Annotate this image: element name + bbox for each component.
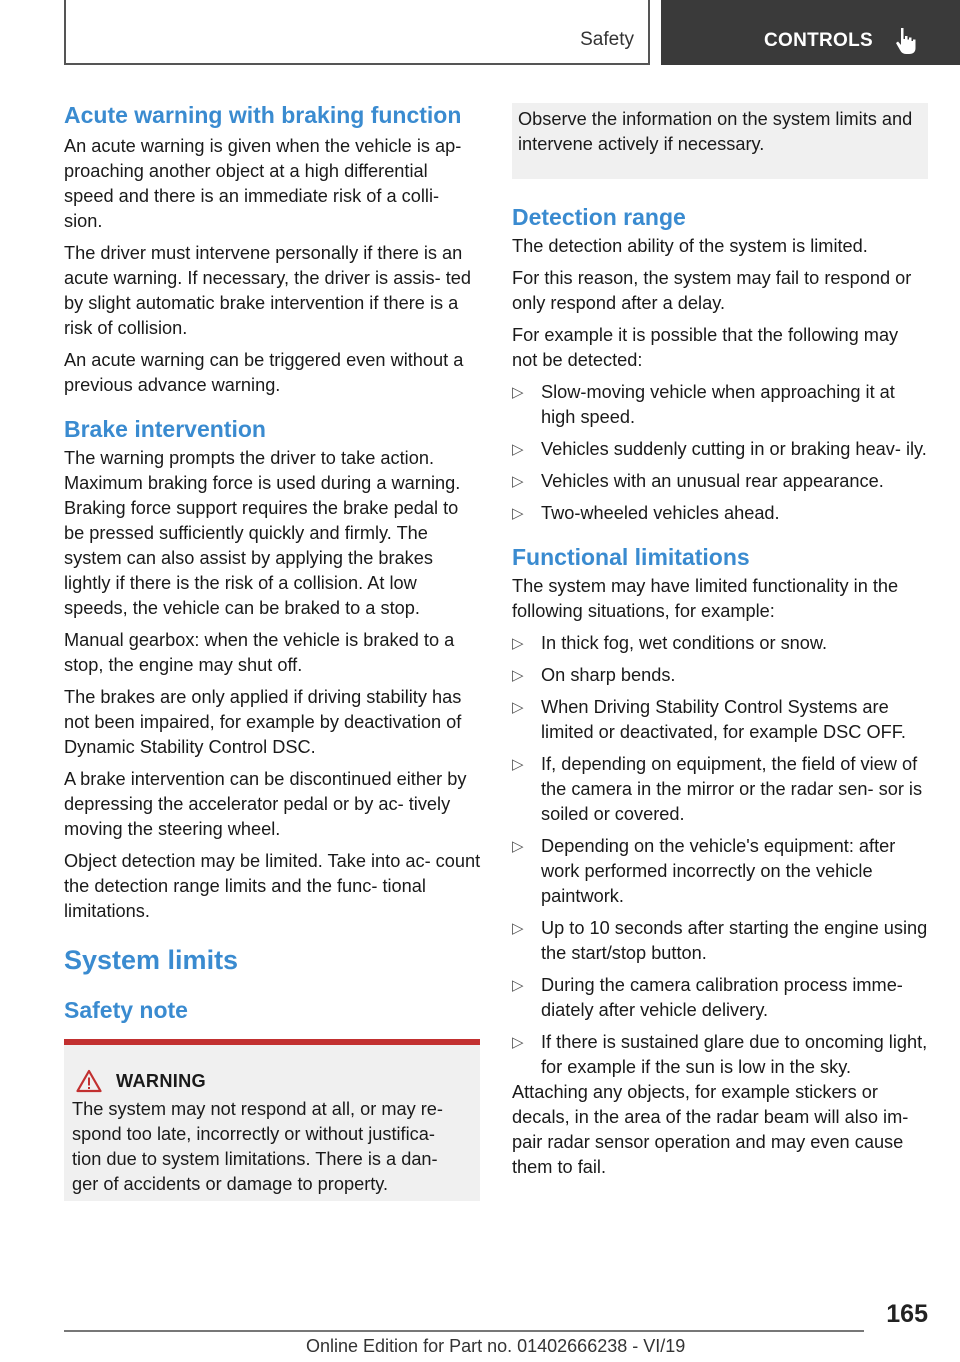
bullet-triangle-icon: ▷ bbox=[512, 756, 524, 773]
page-number: 165 bbox=[886, 1300, 928, 1328]
warning-header bbox=[72, 1069, 466, 1093]
list-item: ▷ Slow-moving vehicle when approaching it at high speed. bbox=[512, 382, 895, 427]
list-item: ▷ Up to 10 seconds after starting the engine using the start/stop button. bbox=[512, 918, 928, 963]
detection-paragraph-1: The detection ability of the system is limited. bbox=[512, 236, 868, 256]
brake-paragraph-2: Manual gearbox: when the vehicle is braked to a stop, the engine may shut off. bbox=[64, 630, 455, 675]
list-item: ▷ Vehicles suddenly cutting in or braking heav‐ ily. bbox=[512, 437, 928, 462]
bullet-triangle-icon: ▷ bbox=[512, 667, 524, 684]
left-column bbox=[64, 100, 482, 1201]
heading-acute-warning: Acute warning with braking function bbox=[64, 102, 462, 128]
note-text: Observe the information on the system limits and intervene actively if necessary. bbox=[518, 109, 913, 154]
list-item: ▷ Depending on the vehicle's equipment: after work performed incorrectly on the vehicle paintwork. bbox=[512, 836, 896, 906]
bullet-triangle-icon: ▷ bbox=[512, 699, 524, 716]
bullet-triangle-icon: ▷ bbox=[512, 977, 524, 994]
heading-system-limits: System limits bbox=[64, 945, 239, 975]
bullet-triangle-icon: ▷ bbox=[512, 473, 524, 490]
bullet-triangle-icon: ▷ bbox=[512, 441, 524, 458]
bullet-triangle-icon: ▷ bbox=[512, 384, 524, 401]
heading-detection-range: Detection range bbox=[512, 204, 686, 230]
hand-pointer-icon bbox=[893, 26, 921, 56]
heading-safety-note: Safety note bbox=[64, 997, 188, 1023]
list-item: ▷ In thick fog, wet conditions or snow. bbox=[512, 631, 928, 656]
brake-paragraph-5: Object detection may be limited. Take into ac‐ count the detection range limits and the func‐ tional limitations. bbox=[64, 851, 481, 921]
list-item: ▷ On sharp bends. bbox=[512, 663, 928, 688]
bullet-triangle-icon: ▷ bbox=[512, 1034, 524, 1051]
detection-paragraph-3: For example it is possible that the following may not be detected: bbox=[512, 325, 899, 370]
header-chapter-label: CONTROLS bbox=[764, 30, 874, 51]
acute-paragraph-1: An acute warning is given when the vehicle is ap‐ proaching another object at a high differential speed and there is an immediate risk of a colli‐ sion. bbox=[64, 136, 462, 231]
functional-list bbox=[512, 631, 928, 1080]
bullet-triangle-icon: ▷ bbox=[512, 920, 524, 937]
footer-divider bbox=[64, 1330, 864, 1332]
functional-paragraph-2: Attaching any objects, for example stickers or decals, in the area of the radar beam will also im‐ pair radar sensor operation and may even cause them to fail. bbox=[512, 1082, 909, 1177]
heading-brake-intervention: Brake intervention bbox=[64, 416, 266, 442]
functional-paragraph-1: The system may have limited functionality in the following situations, for example: bbox=[512, 576, 899, 621]
header-frame-bottom bbox=[64, 63, 650, 65]
bullet-triangle-icon: ▷ bbox=[512, 505, 524, 522]
acute-paragraph-3: An acute warning can be triggered even without a previous advance warning. bbox=[64, 350, 464, 395]
right-column bbox=[512, 103, 928, 1187]
list-item: ▷ Two-wheeled vehicles ahead. bbox=[512, 501, 928, 526]
warning-title: WARNING bbox=[116, 1070, 206, 1091]
bullet-triangle-icon: ▷ bbox=[512, 838, 524, 855]
heading-functional-limitations: Functional limitations bbox=[512, 544, 750, 570]
detection-list bbox=[512, 380, 928, 526]
header-frame-right bbox=[648, 0, 650, 65]
warning-triangle-icon bbox=[76, 1069, 102, 1093]
header-section-label: Safety bbox=[580, 29, 634, 50]
header-chapter-tab bbox=[661, 0, 960, 65]
brake-paragraph-1: The warning prompts the driver to take action. Maximum braking force is used during a warning. Braking force support requires the brake pedal to be pressed sufficiently quickly and firmly. The system can also assist by applying the brakes lightly if there is the risk of a collision. At low speeds, the vehicle can be braked to a stop. bbox=[64, 448, 461, 618]
footer-edition: Online Edition for Part no. 01402666238 - VI/19 bbox=[306, 1336, 686, 1356]
list-item: ▷ When Driving Stability Control Systems are limited or deactivated, for example DSC OFF. bbox=[512, 697, 906, 742]
detection-paragraph-2: For this reason, the system may fail to respond or only respond after a delay. bbox=[512, 268, 912, 313]
list-item: ▷ Vehicles with an unusual rear appearance. bbox=[512, 469, 928, 494]
brake-paragraph-3: The brakes are only applied if driving stability has not been impaired, for example by deactivation of Dynamic Stability Control DSC. bbox=[64, 687, 462, 757]
list-item: ▷ If, depending on equipment, the field of view of the camera in the mirror or the radar sen‐ sor is soiled or covered. bbox=[512, 754, 923, 824]
warning-box bbox=[64, 1039, 480, 1201]
list-item: ▷ If there is sustained glare due to oncoming light, for example if the sun is low in the sky. bbox=[512, 1032, 928, 1077]
warning-text: The system may not respond at all, or may re‐ spond too late, incorrectly or without justifica‐ tion due to system limitations. There is a dan‐ ger of accidents or damage to property. bbox=[72, 1099, 443, 1194]
brake-paragraph-4: A brake intervention can be discontinued either by depressing the accelerator pedal or by ac‐ tively moving the steering wheel. bbox=[64, 769, 467, 839]
bullet-triangle-icon: ▷ bbox=[512, 635, 524, 652]
acute-paragraph-2: The driver must intervene personally if there is an acute warning. If necessary, the driver is assis‐ ted by slight automatic brake intervention if there is a risk of collision. bbox=[64, 243, 472, 338]
header-frame-left bbox=[64, 0, 66, 65]
note-box bbox=[512, 103, 928, 179]
list-item: ▷ During the camera calibration process imme‐ diately after vehicle delivery. bbox=[512, 975, 903, 1020]
